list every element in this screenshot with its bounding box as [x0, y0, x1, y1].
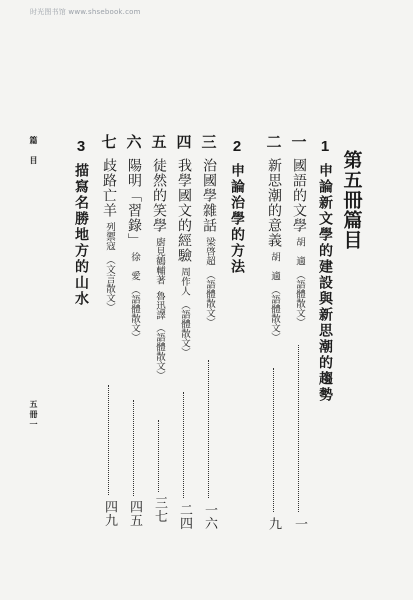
- entry-2-leader: [273, 368, 276, 512]
- section-2: [226, 138, 248, 275]
- entry-7-leader: [108, 385, 111, 495]
- entry-6-title: 陽明「習錄」: [126, 158, 142, 248]
- entry-5-title: 徒然的笑學: [151, 158, 167, 233]
- entry-2-page: 九: [266, 517, 281, 531]
- entry-4-author: 周作人: [179, 267, 190, 296]
- section-1: [314, 138, 336, 403]
- entry-4-genre: （語體散文）: [179, 299, 190, 357]
- entry-3-page: 一六: [202, 503, 217, 530]
- entry-3-title: 治國學雜話: [201, 158, 217, 233]
- section-3-number: 3: [76, 138, 86, 155]
- folio: 五冊一: [29, 400, 39, 430]
- entry-1-author: 胡 適: [294, 237, 305, 266]
- entry-3-author: 梁啓超: [204, 237, 215, 266]
- entry-5-number: 五: [149, 134, 168, 150]
- entry-3: [198, 134, 220, 327]
- entry-2-genre: （語體散文）: [269, 284, 280, 342]
- watermark: 时光图书馆 www.shsebook.com: [30, 8, 141, 16]
- entry-1-title: 國語的文學: [291, 158, 307, 233]
- entry-5-page: 三七: [152, 496, 167, 523]
- running-head: 篇 目: [29, 136, 39, 166]
- entry-5-genre: （語體散文）: [154, 323, 165, 380]
- entry-6-leader: [133, 400, 136, 496]
- entry-4-page: 二四: [177, 503, 192, 530]
- section-2-number: 2: [232, 138, 242, 155]
- entry-4-number: 四: [174, 134, 193, 150]
- entry-5: [148, 134, 170, 380]
- section-3: [70, 138, 92, 307]
- entry-3-leader: [208, 360, 211, 498]
- entry-7-author: 列禦寇: [104, 222, 115, 251]
- entry-6-page: 四五: [127, 500, 142, 527]
- entry-7-number: 七: [99, 134, 118, 150]
- section-3-title: 描寫名勝地方的山水: [73, 163, 89, 307]
- section-1-title: 申論新文學的建設與新思潮的趨勢: [317, 163, 333, 403]
- entry-4: [173, 134, 195, 357]
- entry-6-author: 徐 愛: [129, 252, 140, 281]
- entry-7-title: 歧路亡羊: [101, 158, 117, 218]
- entry-6-number: 六: [124, 134, 143, 150]
- entry-1-genre: （語體散文）: [294, 269, 305, 327]
- entry-5-leader: [158, 420, 161, 492]
- entry-1-number: 一: [289, 134, 308, 150]
- entry-6: [123, 134, 145, 342]
- entry-7-genre: （文言散文）: [104, 254, 115, 312]
- entry-6-genre: （語體散文）: [129, 284, 140, 342]
- entry-1: [288, 134, 310, 327]
- entry-4-leader: [183, 392, 186, 498]
- book-title-col: [341, 150, 363, 250]
- entry-5-author: 魯迅譯: [154, 290, 165, 319]
- entry-4-title: 我學國文的經驗: [176, 158, 192, 263]
- entry-2: [263, 134, 285, 342]
- entry-7: [98, 134, 120, 312]
- entry-2-title: 新思潮的意義: [266, 158, 282, 248]
- entry-1-leader: [298, 345, 301, 512]
- entry-5-author-pre: 廚見鶴輔著: [154, 237, 165, 285]
- entry-1-page: 一: [292, 517, 307, 531]
- book-title: 第五冊篇目: [340, 150, 363, 250]
- entry-3-number: 三: [199, 134, 218, 150]
- entry-2-number: 二: [264, 134, 283, 150]
- section-1-number: 1: [320, 138, 330, 155]
- section-2-title: 申論治學的方法: [229, 163, 245, 275]
- entry-7-page: 四九: [102, 500, 117, 527]
- entry-3-genre: （語體散文）: [204, 269, 215, 327]
- entry-2-author: 胡 適: [269, 252, 280, 281]
